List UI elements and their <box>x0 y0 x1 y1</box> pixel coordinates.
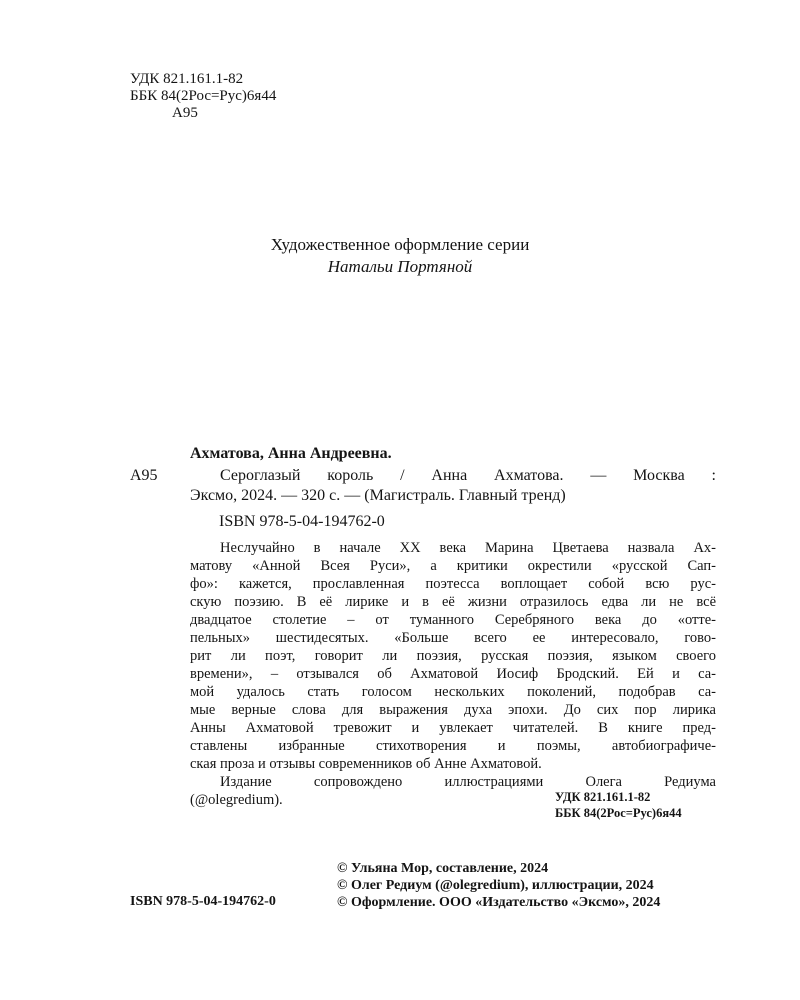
udk-code: УДК 821.161.1-82 <box>130 71 244 87</box>
bib-description-line: Эксмо, 2024. — 320 с. — (Магистраль. Главный тренд) <box>190 487 566 504</box>
annotation-line: (@olegredium). <box>190 792 283 808</box>
copyright-line: © Ульяна Мор, составление, 2024 <box>337 861 549 876</box>
annotation-line: ставлены избранные стихотворения и поэмы, автобиографиче- <box>190 738 716 754</box>
bottom-classification <box>555 789 682 821</box>
header-classification <box>130 71 276 122</box>
copyright-block <box>337 860 660 911</box>
annotation-line: времени», – отзывался об Ахматовой Иосиф Бродский. Ей и са- <box>190 666 716 682</box>
series-design-credit <box>0 234 800 278</box>
annotation-line: фо»: кажется, прославленная поэтесса воплощает собой всю рус- <box>190 576 716 592</box>
annotation-line: пельных» шестидесятых. «Больше всего ее интересовало, гово- <box>190 630 716 646</box>
annotation-line: двадцатое столетие – от туманного Серебряного века до «отте- <box>190 612 716 628</box>
annotation-line: матову «Анной Всея Руси», а критики окрестили «русской Сап- <box>190 558 716 574</box>
bib-author-mark: А95 <box>130 467 158 484</box>
annotation <box>190 539 716 809</box>
copyright-line: © Олег Редиум (@olegredium), иллюстрации, 2024 <box>337 878 654 893</box>
annotation-line: Издание сопровождено иллюстрациями Олега Редиума <box>220 774 716 790</box>
bib-description-line: Сероглазый король / Анна Ахматова. — Москва : <box>220 467 716 484</box>
annotation-line: скую поэзию. В её лирике и в её жизни отразилось едва ли не всё <box>190 594 716 610</box>
annotation-line: Неслучайно в начале ХХ века Марина Цветаева назвала Ах- <box>220 540 716 556</box>
copyright-line: © Оформление. ООО «Издательство «Эксмо», 2024 <box>337 895 661 910</box>
author-heading: Ахматова, Анна Андреевна. <box>190 445 392 462</box>
bbk-code: ББК 84(2Рос=Рус)6я44 <box>130 88 277 104</box>
bbk-code-bottom: ББК 84(2Рос=Рус)6я44 <box>555 806 682 820</box>
bibliographic-description <box>190 466 716 506</box>
annotation-line: ская проза и отзывы современников об Анне Ахматовой. <box>190 756 542 772</box>
series-design-line: Художественное оформление серии <box>270 235 530 254</box>
series-designer-name: Натальи Портяной <box>327 257 473 276</box>
author-mark: А95 <box>172 105 198 121</box>
annotation-line: мой удалось стать голосом нескольких поколений, подобрав са- <box>190 684 716 700</box>
udk-code-bottom: УДК 821.161.1-82 <box>555 790 651 804</box>
annotation-line: Анны Ахматовой тревожит и увлекает читателей. В книге пред- <box>190 720 716 736</box>
isbn-main: ISBN 978-5-04-194762-0 <box>219 513 385 530</box>
annotation-line: мые верные слова для выражения духа эпохи. До сих пор лирика <box>190 702 716 718</box>
isbn-bottom: ISBN 978-5-04-194762-0 <box>130 894 276 909</box>
annotation-line: рит ли поэт, говорит ли поэзия, русская поэзия, языком своего <box>190 648 716 664</box>
